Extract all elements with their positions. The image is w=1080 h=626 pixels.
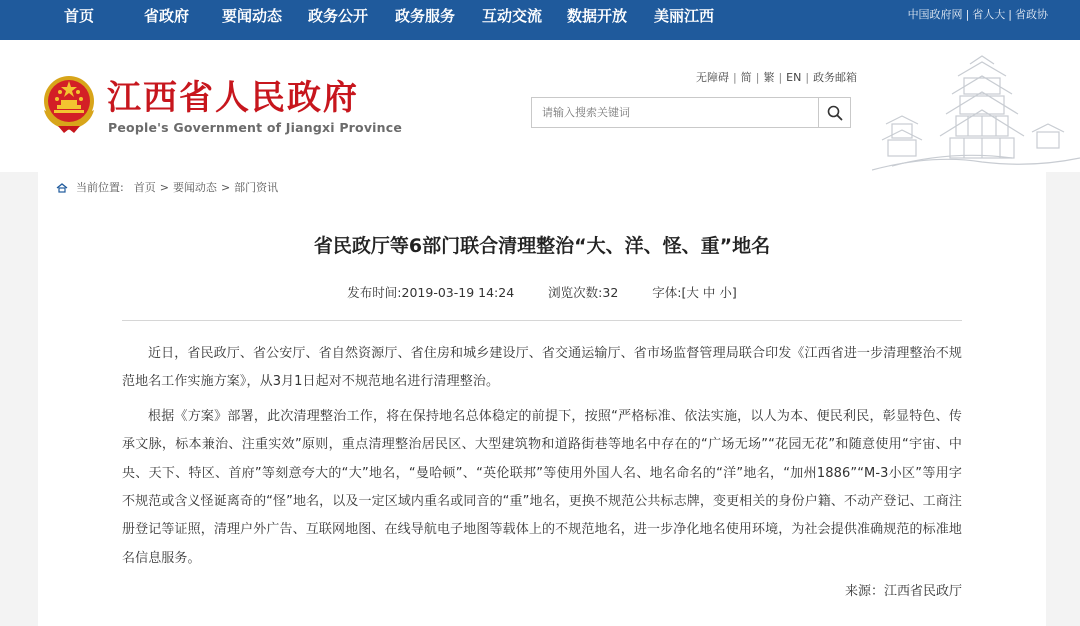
site-title: 江西省人民政府 — [107, 78, 359, 118]
nav-item-government-affairs-disclosure[interactable]: 政务公开 — [308, 7, 369, 25]
link-provincial-congress[interactable]: 省人大 — [972, 8, 1006, 21]
publish-label: 发布时间: — [347, 285, 402, 300]
nav-item-home[interactable]: 首页 — [64, 7, 95, 25]
nav-item-open-data[interactable]: 数据开放 — [567, 7, 628, 25]
nav-item-beautiful-jiangxi[interactable]: 美丽江西 — [654, 7, 715, 25]
home-icon — [56, 183, 68, 193]
article-card — [38, 172, 1046, 626]
nav-item-news[interactable]: 要闻动态 — [222, 7, 283, 25]
separator: | — [805, 71, 810, 84]
top-navigation-bar — [0, 0, 1080, 40]
nav-item-interaction[interactable]: 互动交流 — [482, 7, 543, 25]
breadcrumb-department-news[interactable]: 部门资讯 — [234, 181, 279, 194]
separator: | — [1008, 8, 1012, 21]
link-china-government[interactable]: 中国政府网 — [907, 8, 963, 21]
nav-item-provincial-government[interactable]: 省政府 — [144, 7, 190, 25]
separator: | — [733, 71, 737, 84]
breadcrumb-label: 当前位置: — [76, 181, 124, 194]
publish-time: 2019-03-19 14:24 — [401, 285, 515, 300]
breadcrumb-home[interactable]: 首页 — [133, 181, 156, 194]
article-title: 省民政厅等6部门联合清理整治“大、洋、怪、重”地名 — [313, 235, 771, 257]
separator: | — [755, 71, 760, 84]
separator: | — [965, 8, 970, 21]
breadcrumb-separator: > — [220, 181, 231, 194]
article-source: 来源：江西省民政厅 — [844, 584, 962, 599]
tengwang-pavilion-illustration — [872, 54, 1080, 172]
site-title-english: People's Government of Jiangxi Province — [108, 120, 403, 135]
search-box — [531, 97, 851, 128]
article-meta — [38, 284, 1046, 302]
top-right-links — [908, 0, 1048, 32]
font-size-switcher[interactable]: [大 中 小] — [681, 285, 737, 300]
link-government-mail[interactable]: 政务邮箱 — [813, 71, 858, 84]
breadcrumb-news[interactable]: 要闻动态 — [172, 181, 217, 194]
link-provincial-cppcc[interactable]: 省政协 — [1015, 8, 1048, 21]
title-divider — [122, 320, 962, 321]
link-english[interactable]: EN — [786, 71, 802, 84]
views-count: 32 — [602, 285, 619, 300]
link-simplified-chinese[interactable]: 简 — [740, 71, 752, 84]
search-input[interactable] — [532, 98, 818, 127]
utility-links — [696, 70, 857, 86]
search-icon — [827, 105, 843, 121]
views-label: 浏览次数: — [548, 285, 603, 300]
breadcrumb-separator: > — [159, 181, 169, 194]
national-emblem-logo — [40, 72, 98, 134]
link-accessibility[interactable]: 无障碍 — [696, 71, 729, 84]
separator: | — [778, 71, 783, 84]
nav-item-government-services[interactable]: 政务服务 — [395, 7, 456, 25]
font-size-label: 字体: — [652, 285, 682, 300]
site-header — [0, 40, 1080, 172]
article-paragraph: 根据《方案》部署，此次清理整治工作，将在保持地名总体稳定的前提下，按照“严格标准、依法实施，以人为本、便民利民，彰显特色、传承文脉，标本兼治、注重实效”原则，重点清理整治居民区、大型建筑物和道路街巷等地名中存在的“广场无场”“花园无花”和随意使用“宇宙、中央、天下、特区、首府”等刻意夸大的“大”地名，“曼哈顿”、“英伦联邦”等使用外国人名、地名命名的“洋”地名，“加州1886”“M-3小区”等用字不规范或含义怪诞离奇的“怪”地名，以及一定区域内重名或同音的“重”地名，更换不规范公共标志牌，变更相关的身份户籍、不动产登记、工商注册登记等证照，清理户外广告、互联网地图、在线导航电子地图等载体上的不规范地名，进一步净化地名使用环境，为社会提供准确规范的标准地名信息服务。 — [122, 408, 962, 566]
link-traditional-chinese[interactable]: 繁 — [763, 71, 775, 84]
article-body — [122, 340, 962, 579]
breadcrumb — [56, 180, 278, 196]
search-button[interactable] — [818, 98, 850, 127]
article-paragraph: 近日，省民政厅、省公安厅、省自然资源厅、省住房和城乡建设厅、省交通运输厅、省市场监督管理局联合印发《江西省进一步清理整治不规范地名工作实施方案》，从3月1日起对不规范地名进行清理整治。 — [122, 346, 962, 390]
